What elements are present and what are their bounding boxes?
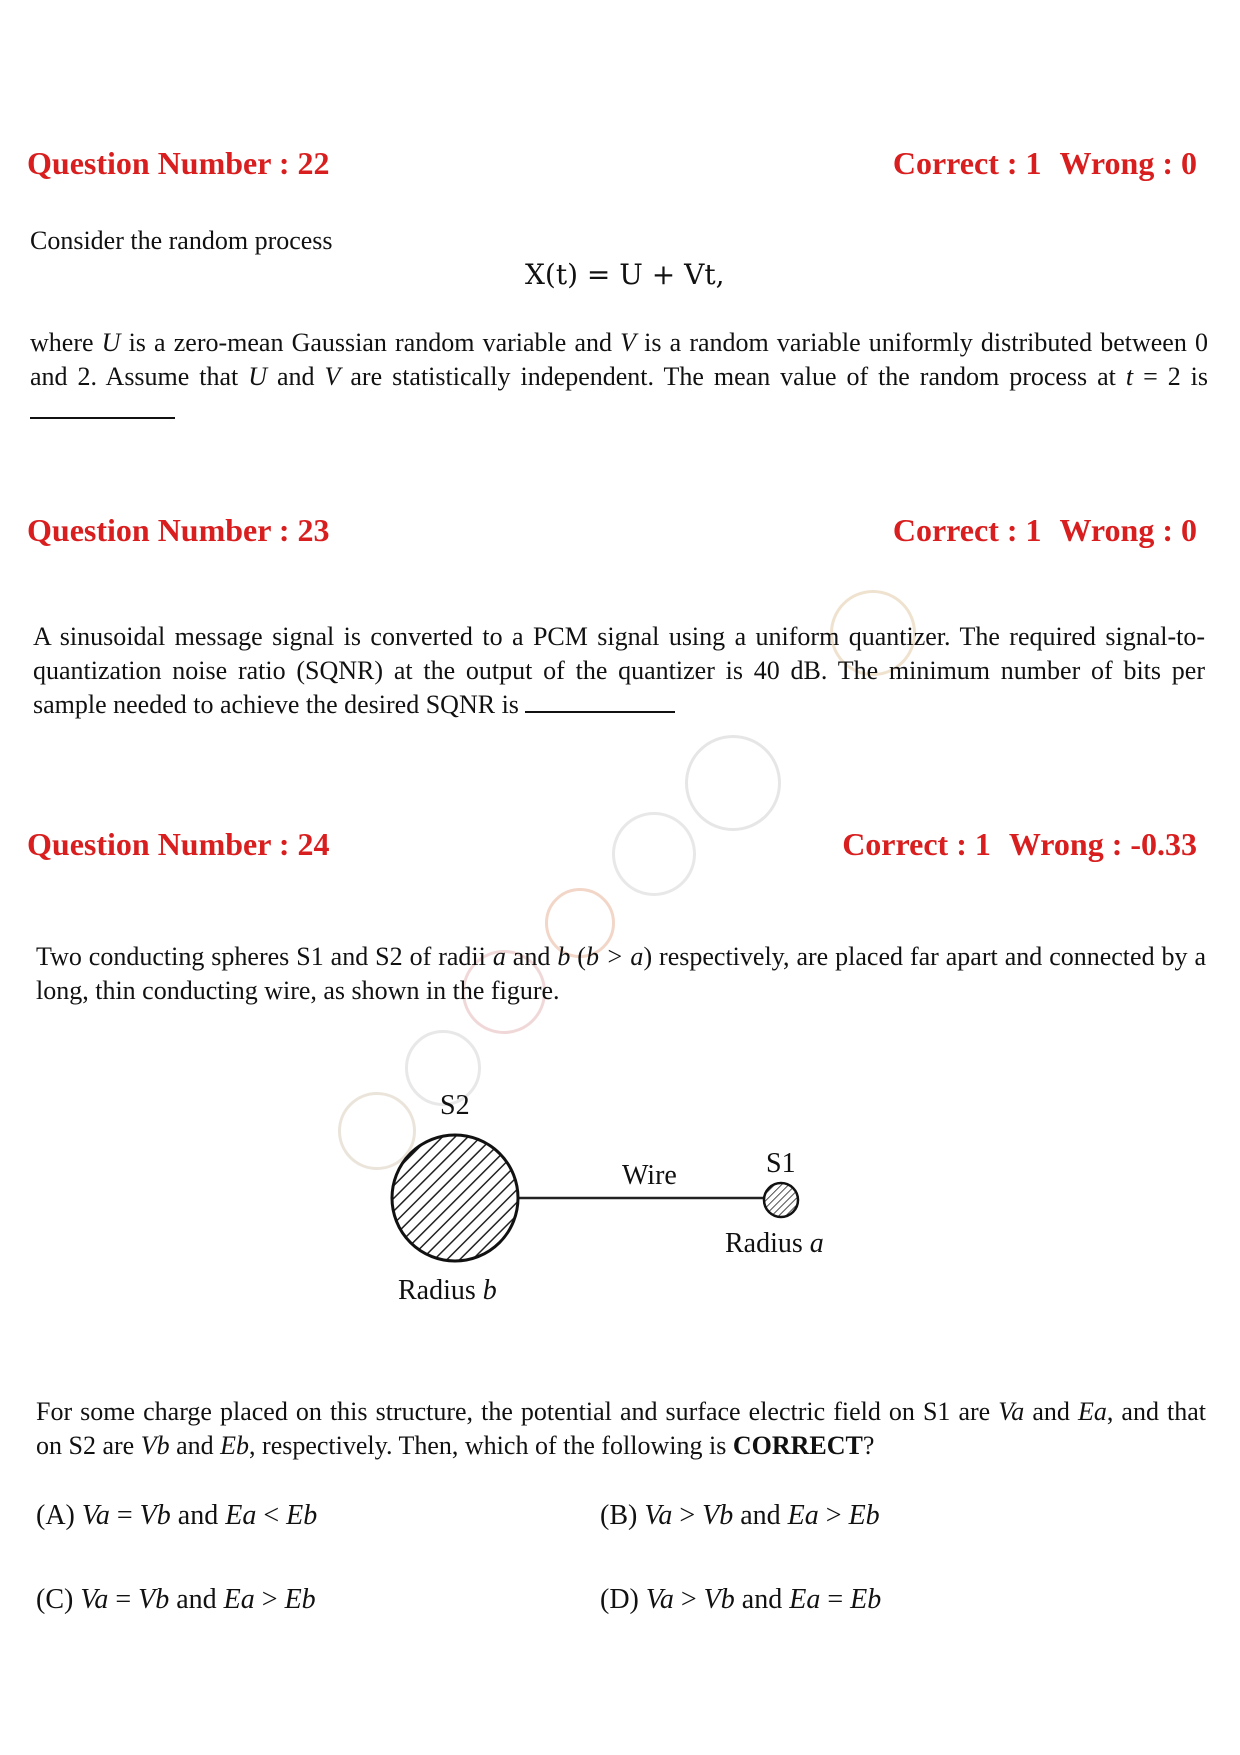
q23-title: Question Number : 23: [27, 512, 330, 548]
q22-intro: Consider the random process: [30, 226, 333, 255]
q22-correct: Correct : 1: [892, 145, 1042, 181]
option-d[interactable]: (D) Va > Vb and Ea = Eb: [600, 1584, 882, 1615]
q24-correct: Correct : 1: [842, 826, 991, 862]
option-a[interactable]: (A) Va = Vb and Ea < Eb: [36, 1500, 318, 1531]
option-b[interactable]: (B) Va > Vb and Ea > Eb: [600, 1500, 880, 1531]
q23-wrong: Wrong : 0: [1059, 512, 1197, 548]
s2-label: S2: [440, 1090, 470, 1121]
q24-title: Question Number : 24: [27, 826, 330, 862]
q22-body: where U is a zero-mean Gaussian random variable and V is a random variable uniformly distributed between 0 and 2. Assume that U and V are statistically independent. The mean value of the random process at t = 2 is: [30, 326, 1208, 428]
q24-body: Two conducting spheres S1 and S2 of radii a and b (b > a) respectively, are placed far apart and connected by a long, thin conducting wire, as shown in the figure.: [36, 942, 1207, 1005]
radius-b-label: Radius b: [398, 1275, 497, 1306]
q22-wrong: Wrong : 0: [1059, 145, 1197, 181]
q22-title: Question Number : 22: [27, 145, 330, 181]
wire-label: Wire: [622, 1160, 677, 1191]
sphere-s2: [392, 1135, 518, 1261]
q24-question: For some charge placed on this structure, the potential and surface electric field on S1 are Va and Ea, and that on S2 are Vb and Eb, respectively. Then, which of the following is CORRECT?: [36, 1397, 1207, 1460]
q23-correct: Correct : 1: [892, 512, 1042, 548]
q22-equation: X(t) = U + Vt,: [525, 258, 725, 291]
sphere-s1: [764, 1183, 798, 1217]
q23-body: A sinusoidal message signal is converted to a PCM signal using a uniform quantizer. The required signal-to-quantization noise ratio (SQNR) at the output of the quantizer is 40 dB. The minimum number of bits per sample needed to achieve the desired SQNR is: [33, 622, 1205, 719]
radius-a-label: Radius a: [725, 1228, 824, 1259]
option-c[interactable]: (C) Va = Vb and Ea > Eb: [36, 1584, 316, 1615]
s1-label: S1: [766, 1148, 796, 1179]
q24-wrong: Wrong : -0.33: [1008, 826, 1197, 862]
